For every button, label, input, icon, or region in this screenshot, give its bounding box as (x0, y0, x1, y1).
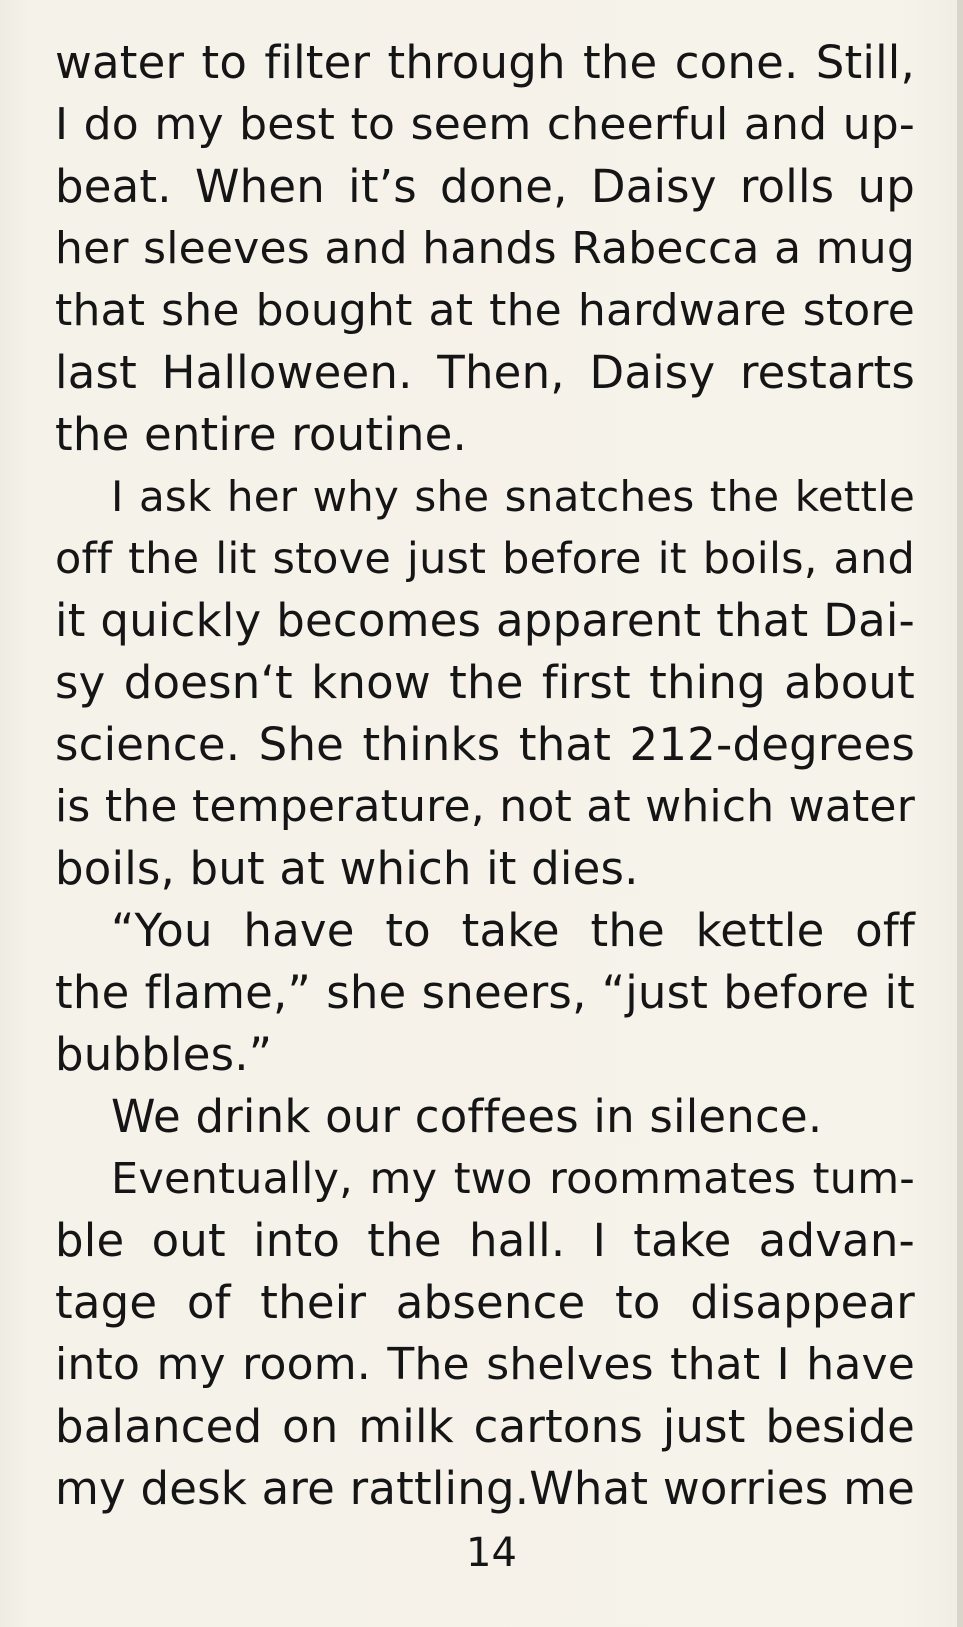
text-line: boils, but at which it dies. (55, 842, 639, 895)
text-line: into my room. The shelves that I have (55, 1339, 915, 1390)
text-line: is the temperature, not at which water (55, 781, 915, 832)
text-line: her sleeves and hands Rabecca a mug (55, 223, 915, 274)
text-line: science. She thinks that 212-degrees (55, 718, 915, 771)
page-number: 14 (466, 1530, 517, 1576)
text-line: I ask her why she snatches the kettle (111, 472, 915, 521)
body-text (55, 32, 915, 1520)
text-line: Eventually, my two roommates tum- (111, 1154, 915, 1204)
text-line: “You have to take the kettle off (111, 904, 915, 957)
text-line: I do my best to seem cheerful and up- (55, 99, 915, 150)
text-line: it quickly becomes apparent that Dai- (55, 594, 915, 647)
text-line: sy doesn‘t know the first thing about (55, 656, 915, 709)
text-line: off the lit stove just before it boils, and (55, 534, 915, 584)
text-line: the entire routine. (55, 408, 468, 461)
text-line: last Halloween. Then, Daisy restarts (55, 346, 915, 399)
text-line: tage of their absence to disappear (55, 1276, 915, 1329)
page-edge (957, 0, 963, 1627)
text-line: water to filter through the cone. Still, (55, 36, 915, 89)
text-line: that she bought at the hardware store (55, 285, 915, 336)
text-line: bubbles.” (55, 1028, 273, 1081)
text-line: beat. When it’s done, Daisy rolls up (55, 160, 915, 213)
text-line: my desk are rattling.What worries me (55, 1462, 915, 1515)
text-line: the flame,” she sneers, “just before it (55, 966, 915, 1019)
text-line: ble out into the hall. I take advan- (55, 1214, 915, 1267)
text-line: We drink our coffees in silence. (111, 1090, 823, 1143)
text-line: balanced on milk cartons just beside (55, 1400, 915, 1453)
